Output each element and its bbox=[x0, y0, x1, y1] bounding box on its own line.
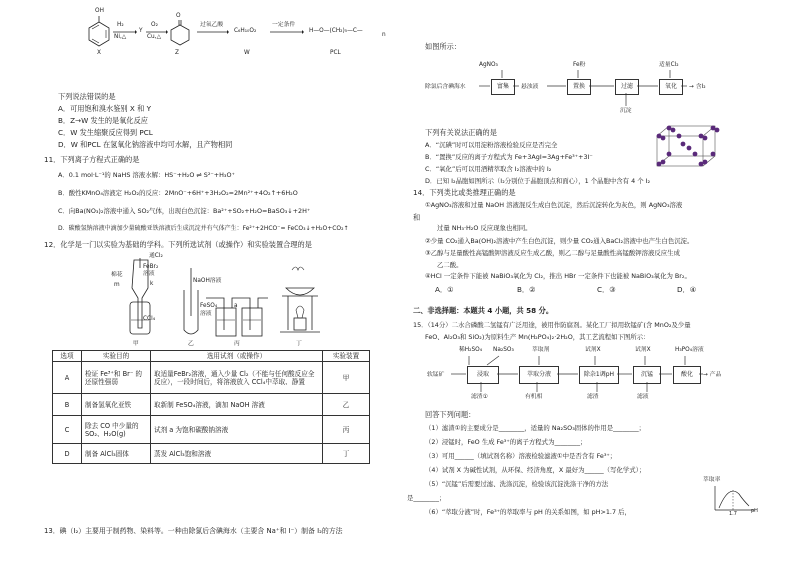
feso4-label: FeSO₄ bbox=[200, 303, 218, 309]
q14-option-b: B．② bbox=[517, 285, 536, 294]
agno3-label: AgNO₃ bbox=[479, 62, 498, 68]
flow2-residue: 滤液 bbox=[637, 394, 649, 400]
ore-label: 软锰矿 bbox=[427, 372, 445, 378]
table-cell: D bbox=[53, 444, 82, 464]
table-header: 选用试剂（或操作） bbox=[151, 351, 323, 362]
table-row bbox=[53, 394, 370, 416]
flow2-product: → 产品 bbox=[703, 372, 722, 378]
febr2-label: FeBr₂ bbox=[143, 264, 159, 270]
w-label: W bbox=[244, 50, 250, 56]
graph-ylabel: 萃取率 bbox=[703, 477, 721, 483]
q13-option-c: C．“氧化”后可以用酒精萃取含 I₂溶液中的 I₂ bbox=[425, 165, 552, 173]
solution-label: 溶液 bbox=[143, 271, 155, 277]
flow2-reagent: 萃取剂 bbox=[532, 347, 550, 353]
evaporating-dish-apparatus bbox=[278, 262, 322, 338]
naoh-label: NaOH溶液 bbox=[193, 278, 222, 284]
table-cell: C bbox=[53, 416, 82, 444]
q14-statement-1b: 过量 NH₃·H₂O 反应现象也相同。 bbox=[437, 224, 532, 232]
flow2-reagent: Na₂SO₃ bbox=[493, 347, 514, 353]
q14-stem: 14．下列类比或类推理正确的是 bbox=[413, 188, 516, 197]
m-label: m bbox=[114, 282, 120, 288]
table-cell: 丁 bbox=[323, 444, 370, 464]
flow2-box-impurity: 除杂1调pH bbox=[579, 366, 619, 384]
y-label: Y bbox=[139, 28, 143, 34]
apparatus-bing-label: 丙 bbox=[234, 341, 240, 347]
q14-statement-3b: 乙二酸。 bbox=[437, 261, 463, 269]
q10-option-a: A．可用饱和溴水鉴别 X 和 Y bbox=[58, 104, 151, 113]
plug-label: 棉花 bbox=[111, 272, 123, 278]
graph-xtick: 1.7 bbox=[729, 511, 737, 517]
flow2-box-precipitate: 沉锰 bbox=[633, 366, 661, 384]
flow2-arrows bbox=[397, 0, 794, 400]
q10-option-b: B．Z→W 发生的是氧化反应 bbox=[58, 116, 148, 125]
q14-option-a: A．① bbox=[435, 285, 454, 294]
phenol-ring bbox=[88, 16, 114, 50]
i2-product-label: → 含I₂ bbox=[689, 84, 706, 90]
flow2-box-acidify: 酸化 bbox=[673, 366, 701, 384]
q10-stem: 下列说法错误的是 bbox=[58, 92, 116, 101]
flow2-residue: 滤渣 bbox=[587, 394, 599, 400]
q14-statement-1: ①AgNO₃溶液和过量 NaOH 溶液混反生成白色沉淀，然后沉淀转化为灰色，则 AgNO₃溶液 bbox=[425, 201, 683, 209]
flow2-reagent: 试剂X bbox=[585, 347, 601, 353]
source-label: 除氯后含碘海水 bbox=[425, 84, 466, 90]
test-tube-apparatus bbox=[178, 268, 204, 338]
table-header: 选项 bbox=[53, 351, 82, 362]
k-label: k bbox=[150, 281, 154, 287]
gas-wash-apparatus bbox=[206, 290, 270, 338]
q15-part5b: 是________； bbox=[407, 494, 446, 502]
arrow3-top: 过氧乙酸 bbox=[200, 22, 224, 28]
q15-part3: （3）可用______（填试剂名称）溶液检验滤液①中是否含有 Fe³⁺； bbox=[425, 452, 617, 460]
q11-option-c: C．向Ba(NO₃)₂溶液中通入 SO₂气体，出现白色沉淀：Ba²⁺+SO₂+H₂O=BaSO₃↓+2H⁺ bbox=[58, 207, 311, 215]
arrow2-bottom: Cu,△ bbox=[147, 34, 162, 40]
table-row bbox=[53, 362, 370, 394]
pcl-n: n bbox=[382, 32, 386, 38]
q13-line1: 13．碘（I₂）主要用于制药物、染料等。一种由除氯后含碘海水（主要含 Na⁺和 I⁻）制备 I₂的方法 bbox=[44, 527, 343, 535]
graph-xlabel: pH bbox=[751, 508, 758, 514]
reagent-a-label: a bbox=[234, 303, 238, 309]
table-cell: 丙 bbox=[323, 416, 370, 444]
q14-statement-3: ③乙醇与足量酸性高锰酸钾溶液反应生成乙酸，则乙二醇与足量酸性高锰酸钾溶液反应生成 bbox=[425, 249, 680, 257]
q13-option-a: A．“沉碘”时可以用淀粉溶液检验反应是否完全 bbox=[425, 141, 558, 149]
cl2-label: 通Cl₂ bbox=[149, 253, 163, 259]
part2-heading: 二、非选择题：本题共 4 小题，共 58 分。 bbox=[413, 306, 554, 315]
q12-table bbox=[52, 350, 370, 464]
q11-option-b: B．酸性KMnO₄溶液定 H₂O₂的反应：2MnO⁻+6H⁺+3H₂O₂=2Mn²⁺+4O₂↑+6H₂O bbox=[58, 189, 298, 197]
solution2-label: 溶液 bbox=[200, 311, 212, 317]
table-row bbox=[53, 444, 370, 464]
arrow2-top: O₂ bbox=[151, 22, 158, 28]
flow2-box-leach: 浸取 bbox=[467, 366, 499, 384]
q15-answer-heading: 回答下列问题： bbox=[425, 410, 476, 419]
flow2-reagent: H₃PO₄溶液 bbox=[675, 347, 704, 353]
table-row bbox=[53, 416, 370, 444]
q15-part2: （2）浸锰时，FeO 生成 Fe³⁺的离子方程式为________； bbox=[425, 438, 587, 446]
table-cell: A bbox=[53, 362, 82, 394]
table-header: 实验装置 bbox=[323, 351, 370, 362]
x-label: X bbox=[97, 50, 101, 56]
apparatus-jia-label: 甲 bbox=[133, 341, 139, 347]
q15-line1: 15．（14分）二水合磷酸二氢锰有广泛用途，被用作防腐剂。某化工厂拟用软锰矿(含 MnO₂及少量 bbox=[413, 321, 691, 329]
table-header: 实验目的 bbox=[82, 351, 151, 362]
table-cell: 制备氢氧化亚铁 bbox=[82, 394, 151, 416]
q13-option-b: B．“置换”反应的离子方程式为 Fe+3AgI=3Ag+Fe³⁺+3I⁻ bbox=[425, 153, 593, 161]
q10-option-d: D．W 和PCL 在氢氧化钠溶液中均可水解，且产物相同 bbox=[58, 140, 233, 149]
box-displace: 置换 bbox=[567, 79, 591, 95]
table-cell: 试剂 a 为饱和碳酸钠溶液 bbox=[151, 416, 323, 444]
q15-part5: （5）“沉锰”后需要过滤、洗涤沉淀，检验该沉淀洗涤干净的方法 bbox=[425, 480, 609, 488]
box-enrich: 富集 bbox=[491, 79, 515, 95]
pcl-formula: H—O—(CH₂)₅—C— bbox=[309, 28, 363, 34]
table-cell: 取适量FeBr₂溶液，通入少量 Cl₂（不能与任何酸反应全反应），一段时间后，将溶液放入 CCl₄中萃取、静置 bbox=[151, 362, 323, 394]
cl2-flow-label: 适量Cl₂ bbox=[659, 62, 679, 68]
q14-statement-2: ②少量 CO₂通入Ba(OH)₂溶液中产生白色沉淀，则少量 CO₂通入BaCl₂溶液中也产生白色沉淀。 bbox=[425, 237, 694, 245]
q12-stem: 12．化学是一门以实验为基础的学科。下列所选试剂（或操作）和实验装置合理的是 bbox=[44, 240, 312, 249]
table-cell: 取新制 FeSO₄溶液，滴加 NaOH 溶液 bbox=[151, 394, 323, 416]
w-formula: C₆H₁₀O₂ bbox=[234, 28, 257, 34]
flow2-residue: 滤渣① bbox=[471, 394, 488, 400]
flow2-residue: 有机相 bbox=[525, 394, 543, 400]
fe-label: Fe粉 bbox=[573, 62, 586, 68]
arrow-3 bbox=[197, 30, 229, 34]
table-cell: 甲 bbox=[323, 362, 370, 394]
arrow-4 bbox=[270, 30, 304, 34]
q14-statement-4: ④HCl 一定条件下能被 NaBiO₃氧化为 Cl₂，推出 HBr 一定条件下也能被 NaBiO₃氧化为 Br₂。 bbox=[425, 272, 691, 280]
q14-he: 和 bbox=[413, 213, 421, 222]
table-cell: 蒸发 AlCl₃饱和溶液 bbox=[151, 444, 323, 464]
q15-part4: （4）试剂 X 为碱性试剂，从环保、经济角度，X 最好为______（写化学式）； bbox=[425, 466, 646, 474]
table-cell: B bbox=[53, 394, 82, 416]
residue-label: 沉淀 bbox=[620, 108, 632, 114]
flow2-reagent: 试剂X bbox=[635, 347, 651, 353]
flow2-reagent: 稀H₂SO₄ bbox=[459, 347, 483, 353]
table-cell: 制备 AlCl₃固体 bbox=[82, 444, 151, 464]
q15-part1: （1）滤渣①的主要成分是________，适量的 Na₂SO₃固体的作用是________； bbox=[425, 424, 646, 432]
q10-option-c: C．W 发生缩聚反应得到 PCL bbox=[58, 128, 153, 137]
q11-option-a: A．0.1 mol·L⁻¹的 NaHS 溶液水解：HS⁻+H₂O ⇌ S²⁻+H₃O⁺ bbox=[58, 171, 235, 179]
suspension-label: 悬浊液 bbox=[521, 84, 539, 90]
flow2-box-extract: 萃取分液 bbox=[519, 366, 559, 384]
box-oxidize: 氧化 bbox=[659, 79, 683, 95]
box-filter: 过滤 bbox=[615, 79, 639, 95]
ccl4-label: CCl₄ bbox=[143, 316, 156, 322]
oh-label: OH bbox=[95, 8, 104, 14]
table-header-row bbox=[53, 351, 370, 362]
apparatus-ding-label: 丁 bbox=[296, 341, 302, 347]
q13-intro: 如图所示： bbox=[425, 42, 461, 51]
cyclohexanone-ring bbox=[170, 20, 192, 48]
q11-stem: 11．下列离子方程式正确的是 bbox=[44, 155, 140, 164]
arrow1-bottom: Ni,△ bbox=[114, 34, 127, 40]
q13-option-d: D．已知 I₂晶胞如图所示（I₂分别位于晶胞顶点和面心），1 个晶胞中含有 4 个 I₂ bbox=[425, 177, 651, 185]
q14-option-c: C．③ bbox=[597, 285, 616, 294]
z-label: Z bbox=[175, 50, 179, 56]
ketone-o-label: O bbox=[176, 13, 181, 19]
q13-stem: 下列有关说法正确的是 bbox=[425, 128, 497, 137]
pcl-label: PCL bbox=[330, 50, 341, 56]
q15-line2: FeO、Al₂O₃和 SiO₂)为原料生产 Mn(H₂PO₄)₂·2H₂O，其工艺流程如下图所示： bbox=[425, 333, 650, 341]
right-column bbox=[397, 0, 794, 561]
apparatus-yi-label: 乙 bbox=[188, 341, 194, 347]
separatory-funnel-apparatus bbox=[122, 258, 168, 338]
table-cell: 检证 Fe³⁺和 Br⁻ 的还原性强弱 bbox=[82, 362, 151, 394]
table-cell: 除去 CO 中少量的 SO₂、H₂O(g) bbox=[82, 416, 151, 444]
q14-option-d: D．④ bbox=[677, 285, 697, 294]
arrow4-top: 一定条件 bbox=[272, 22, 296, 28]
arrow1-top: H₂ bbox=[117, 22, 124, 28]
q11-option-d: D．碳酸氢钠溶液中滴加少量硫酸亚铁溶液后生成沉淀并有气体产生：Fe²⁺+2HCO⁻= FeCO₃↓+H₂O+CO₂↑ bbox=[58, 225, 349, 232]
table-cell: 乙 bbox=[323, 394, 370, 416]
q15-part6: （6）“萃取分液”时，Fe³⁺的萃取率与 pH 的关系如图，如 pH>1.7 后， bbox=[425, 508, 631, 516]
